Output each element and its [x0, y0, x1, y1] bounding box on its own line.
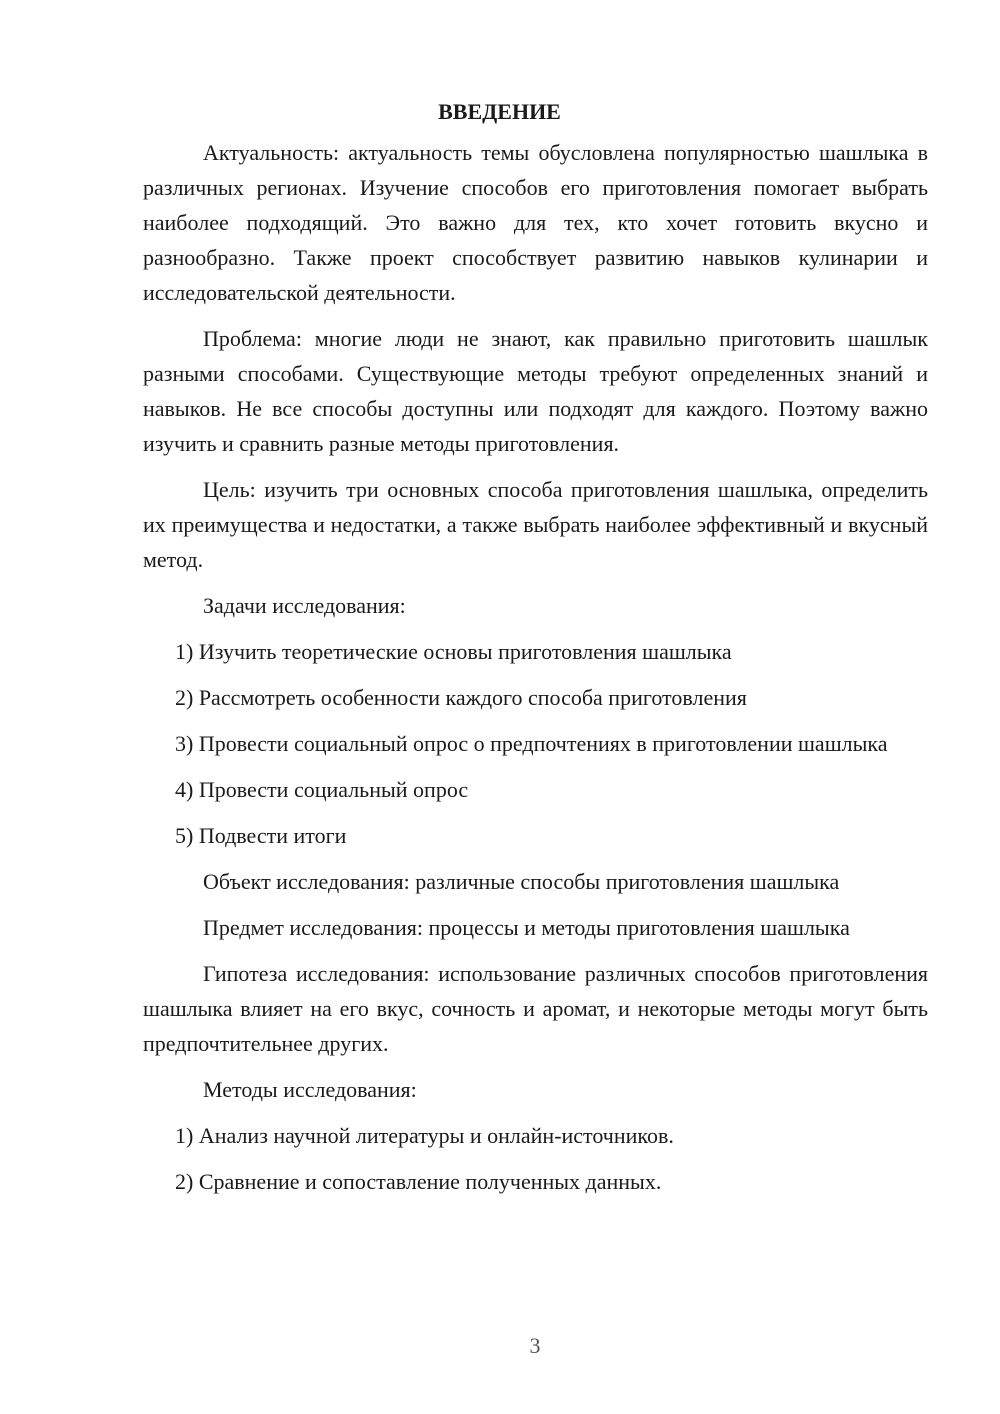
task-item: 1) Изучить теоретические основы приготовления шашлыка — [175, 639, 732, 664]
task-item: 3) Провести социальный опрос о предпочтениях в приготовлении шашлыка — [175, 731, 888, 756]
page-content — [143, 94, 928, 1210]
methods-title: Методы исследования: — [203, 1077, 417, 1102]
subject-paragraph: Предмет исследования: процессы и методы приготовления шашлыка — [203, 915, 850, 940]
problem-paragraph: Проблема: многие люди не знают, как правильно приготовить шашлык разными способами. Существующие методы требуют определенных знаний и навыков. Не все способы доступны или подходят для каждого. Поэтому важно изучить и сравнить разные методы приготовления. — [143, 326, 928, 456]
method-item: 2) Сравнение и сопоставление полученных данных. — [175, 1169, 662, 1194]
task-item: 5) Подвести итоги — [175, 823, 347, 848]
task-item: 4) Провести социальный опрос — [175, 777, 469, 802]
hypothesis-paragraph: Гипотеза исследования: использование различных способов приготовления шашлыка влияет на его вкус, сочность и аромат, и некоторые методы могут быть предпочтительнее других. — [143, 961, 928, 1056]
relevance-paragraph: Актуальность: актуальность темы обусловлена популярностью шашлыка в различных регионах. Изучение способов его приготовления помогает выбрать наиболее подходящий. Это важно для тех, кто хочет готовить вкусно и разнообразно. Также проект способствует развитию навыков кулинарии и исследовательской деятельности. — [143, 140, 928, 305]
object-paragraph: Объект исследования: различные способы приготовления шашлыка — [203, 869, 840, 894]
page-number: 3 — [529, 1333, 541, 1358]
method-item: 1) Анализ научной литературы и онлайн-источников. — [175, 1123, 674, 1148]
section-heading: ВВЕДЕНИЕ — [438, 99, 561, 124]
goal-paragraph: Цель: изучить три основных способа приготовления шашлыка, определить их преимущества и недостатки, а также выбрать наиболее эффективный и вкусный метод. — [143, 477, 928, 572]
tasks-title: Задачи исследования: — [203, 593, 406, 618]
task-item: 2) Рассмотреть особенности каждого способа приготовления — [175, 685, 747, 710]
